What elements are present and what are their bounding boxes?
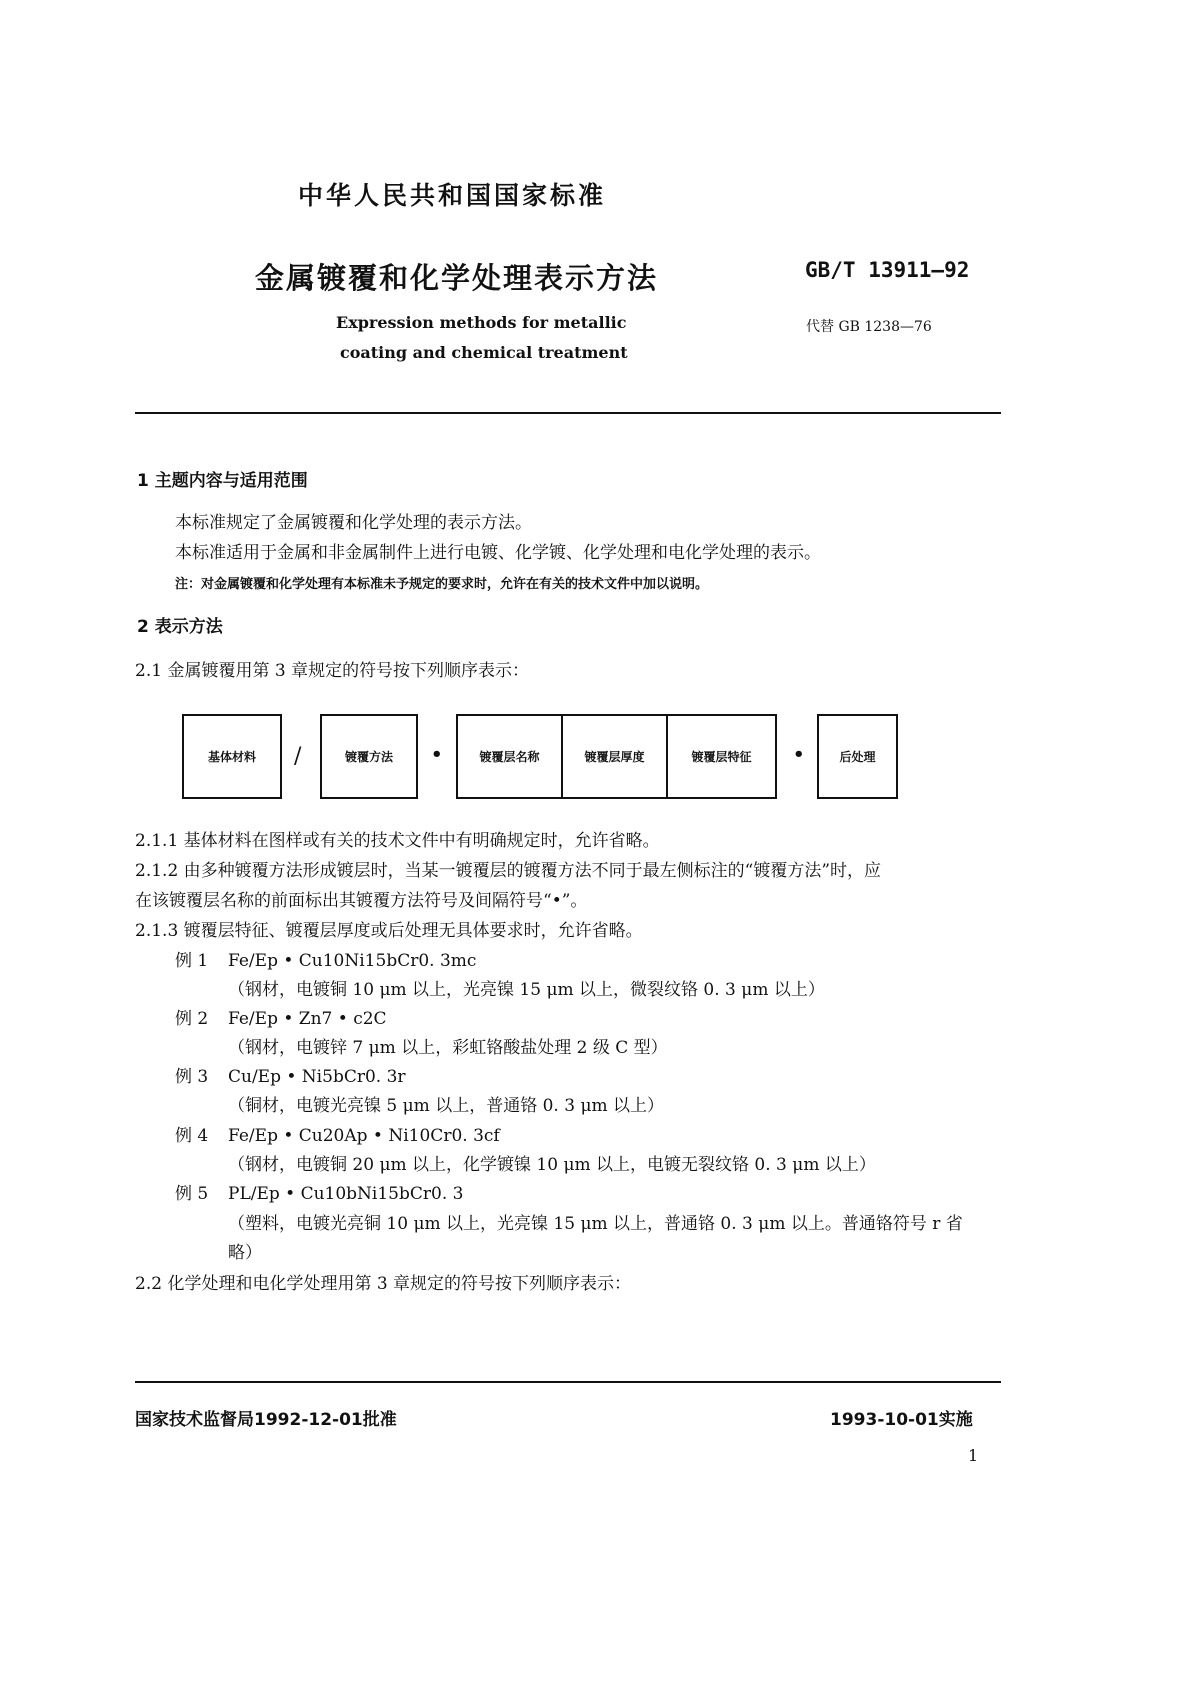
clause-2-2: 2.2 化学处理和电化学处理用第 3 章规定的符号按下列顺序表示： — [135, 1274, 632, 1294]
title-cn: 金属镀覆和化学处理表示方法 — [255, 261, 659, 295]
diagram-box-name: 镀覆层名称 — [456, 714, 563, 799]
example-label: 例 1 — [175, 951, 209, 971]
diagram-box-thickness: 镀覆层厚度 — [561, 714, 668, 799]
example-desc-cont: 略） — [228, 1243, 262, 1263]
diagram-box-method: 镀覆方法 — [320, 714, 418, 799]
example-code: Fe/Ep • Cu20Ap • Ni10Cr0. 3cf — [228, 1126, 500, 1146]
example-label: 例 4 — [175, 1126, 209, 1146]
clause-2-1-2: 2.1.2 由多种镀覆方法形成镀层时，当某一镀覆层的镀覆方法不同于最左侧标注的“镀覆方法”时，应 — [135, 861, 882, 881]
standard-type: 中华人民共和国国家标准 — [298, 181, 607, 210]
example-desc: （塑料，电镀光亮铜 10 μm 以上，光亮镍 15 μm 以上，普通铬 0. 3 μm 以上。普通铬符号 r 省 — [228, 1214, 963, 1234]
title-en-line2: coating and chemical treatment — [340, 343, 628, 362]
section-2-heading: 2 表示方法 — [137, 617, 223, 637]
replaces-standard: 代替 GB 1238—76 — [806, 319, 932, 335]
example-desc: （钢材，电镀铜 10 μm 以上，光亮镍 15 μm 以上，微裂纹铬 0. 3 μm 以上） — [228, 980, 825, 1000]
example-code: Cu/Ep • Ni5bCr0. 3r — [228, 1067, 406, 1087]
standard-code: GB/T 13911—92 — [805, 258, 970, 282]
diagram-box-base: 基体材料 — [182, 714, 282, 799]
clause-2-1-3: 2.1.3 镀覆层特征、镀覆层厚度或后处理无具体要求时，允许省略。 — [135, 921, 643, 941]
clause-2-1-2-cont: 在该镀覆层名称的前面标出其镀覆方法符号及间隔符号“•”。 — [135, 891, 588, 911]
example-label: 例 2 — [175, 1009, 209, 1029]
paragraph: 本标准规定了金属镀覆和化学处理的表示方法。 — [175, 513, 532, 533]
diagram-box-post: 后处理 — [817, 714, 898, 799]
diagram-box-feature: 镀覆层特征 — [666, 714, 777, 799]
section-1-heading: 1 主题内容与适用范围 — [137, 471, 308, 491]
header-divider — [135, 412, 1001, 414]
example-code: PL/Ep • Cu10bNi15bCr0. 3 — [228, 1184, 464, 1204]
example-desc: （钢材，电镀锌 7 μm 以上，彩虹铬酸盐处理 2 级 C 型） — [228, 1038, 668, 1058]
diagram-slash: / — [294, 744, 302, 769]
footer-divider — [135, 1381, 1001, 1383]
title-en-line1: Expression methods for metallic — [336, 313, 627, 332]
clause-2-1-1: 2.1.1 基体材料在图样或有关的技术文件中有明确规定时，允许省略。 — [135, 831, 660, 851]
example-label: 例 3 — [175, 1067, 209, 1087]
diagram-dot: • — [793, 744, 805, 765]
example-code: Fe/Ep • Cu10Ni15bCr0. 3mc — [228, 951, 477, 971]
example-desc: （钢材，电镀铜 20 μm 以上，化学镀镍 10 μm 以上，电镀无裂纹铬 0. 3 μm 以上） — [228, 1155, 876, 1175]
page-number: 1 — [968, 1446, 979, 1465]
diagram-dot: • — [431, 744, 443, 765]
example-label: 例 5 — [175, 1184, 209, 1204]
approval-date: 国家技术监督局1992-12-01批准 — [135, 1410, 397, 1430]
clause-2-1: 2.1 金属镀覆用第 3 章规定的符号按下列顺序表示： — [135, 661, 530, 681]
paragraph: 本标准适用于金属和非金属制件上进行电镀、化学镀、化学处理和电化学处理的表示。 — [175, 543, 821, 563]
effective-date: 1993-10-01实施 — [830, 1410, 973, 1430]
example-desc: （铜材，电镀光亮镍 5 μm 以上，普通铬 0. 3 μm 以上） — [228, 1096, 665, 1116]
example-code: Fe/Ep • Zn7 • c2C — [228, 1009, 387, 1029]
note: 注：对金属镀覆和化学处理有本标准未予规定的要求时，允许在有关的技术文件中加以说明。 — [175, 577, 709, 592]
